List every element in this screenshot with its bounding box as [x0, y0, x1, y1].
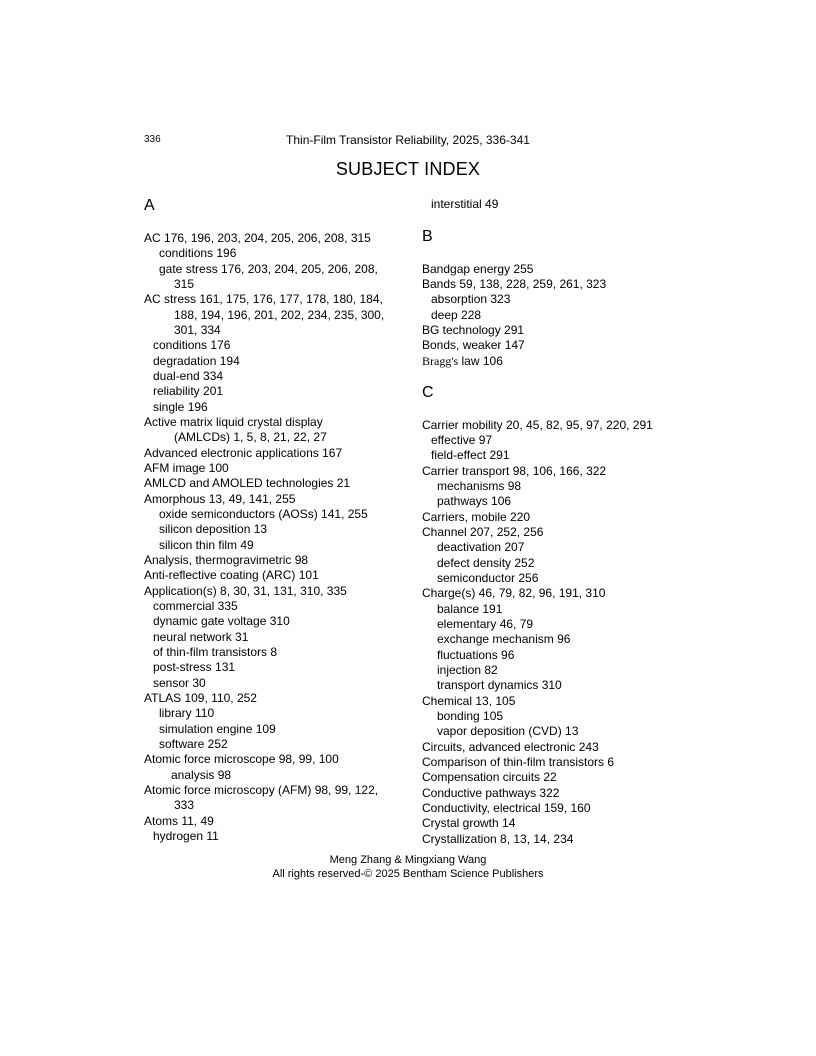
index-entry: AC stress 161, 175, 176, 177, 178, 180, 184,	[144, 292, 383, 306]
index-subentry: of thin-film transistors 8	[153, 645, 278, 659]
index-entry: Crystallization 8, 13, 14, 234	[422, 832, 574, 846]
index-entry: Active matrix liquid crystal display	[144, 415, 323, 429]
index-entry: Compensation circuits 22	[422, 770, 557, 784]
index-entry: Charge(s) 46, 79, 82, 96, 191, 310	[422, 586, 606, 600]
index-entry: Carriers, mobile 220	[422, 510, 531, 524]
footer-authors: Meng Zhang & Mingxiang Wang	[329, 854, 487, 866]
index-subentry: defect density 252	[437, 556, 535, 570]
section-letter-a: A	[144, 197, 155, 214]
index-subentry: commercial 335	[153, 599, 238, 613]
index-subentry: bonding 105	[437, 709, 504, 723]
index-subentry: deactivation 207	[437, 540, 525, 554]
index-entry: Channel 207, 252, 256	[422, 525, 544, 539]
index-entry: Advanced electronic applications 167	[144, 446, 343, 460]
index-entry: AC 176, 196, 203, 204, 205, 206, 208, 315	[144, 231, 371, 245]
index-subentry: silicon deposition 13	[159, 522, 268, 536]
running-head: Thin-Film Transistor Reliability, 2025, 336-341	[286, 133, 530, 147]
index-entry: Bonds, weaker 147	[422, 338, 525, 352]
index-continuation: 333	[174, 798, 195, 812]
index-entry: Bands 59, 138, 228, 259, 261, 323	[422, 277, 607, 291]
index-title: SUBJECT INDEX	[335, 159, 481, 179]
index-subentry: pathways 106	[437, 494, 512, 508]
index-subentry: hydrogen 11	[153, 829, 219, 843]
index-subentry: effective 97	[431, 433, 493, 447]
index-entry	[422, 354, 503, 369]
index-entry: Bandgap energy 255	[422, 262, 534, 276]
index-subentry: analysis 98	[171, 768, 232, 782]
index-entry: BG technology 291	[422, 323, 525, 337]
index-entry: Circuits, advanced electronic 243	[422, 740, 599, 754]
index-continuation: 188, 194, 196, 201, 202, 234, 235, 300,	[174, 308, 385, 322]
index-entry: Conductive pathways 322	[422, 786, 560, 800]
index-entry: Chemical 13, 105	[422, 694, 516, 708]
index-entry: Amorphous 13, 49, 141, 255	[144, 492, 296, 506]
index-subentry: fluctuations 96	[437, 648, 515, 662]
index-subentry: single 196	[153, 400, 208, 414]
index-entry: Comparison of thin-film transistors 6	[422, 755, 615, 769]
index-entry: Atomic force microscopy (AFM) 98, 99, 122,	[144, 783, 379, 797]
index-subentry: oxide semiconductors (AOSs) 141, 255	[159, 507, 368, 521]
index-subentry: absorption 323	[431, 292, 511, 306]
index-entry: AMLCD and AMOLED technologies 21	[144, 476, 351, 490]
index-subentry: dual-end 334	[153, 369, 224, 383]
index-subentry: balance 191	[437, 602, 503, 616]
index-entry: ATLAS 109, 110, 252	[144, 691, 257, 705]
index-subentry: post-stress 131	[153, 660, 236, 674]
index-subentry: interstitial 49	[431, 197, 499, 211]
index-entry-locator: law 106	[461, 354, 503, 368]
index-subentry: dynamic gate voltage 310	[153, 614, 290, 628]
section-letter-c: C	[422, 384, 434, 401]
index-subentry: library 110	[159, 706, 215, 720]
index-entry: Application(s) 8, 30, 31, 131, 310, 335	[144, 584, 347, 598]
index-subentry: neural network 31	[153, 630, 249, 644]
footer-copyright: All rights reserved-© 2025 Bentham Science Publishers	[272, 868, 544, 880]
index-entry: Crystal growth 14	[422, 816, 516, 830]
index-entry: Atoms 11, 49	[144, 814, 214, 828]
index-subentry: conditions 196	[159, 246, 237, 260]
index-entry-term: Bragg's	[422, 354, 459, 368]
index-subentry: degradation 194	[153, 354, 240, 368]
index-subentry: gate stress 176, 203, 204, 205, 206, 208,	[159, 262, 378, 276]
index-entry: Anti-reflective coating (ARC) 101	[144, 568, 319, 582]
index-subentry: elementary 46, 79	[437, 617, 534, 631]
index-subentry: software 252	[159, 737, 228, 751]
index-entry: Carrier mobility 20, 45, 82, 95, 97, 220, 291	[422, 418, 653, 432]
index-subentry: silicon thin film 49	[159, 538, 254, 552]
index-continuation: 315	[174, 277, 195, 291]
index-subentry: conditions 176	[153, 338, 231, 352]
index-entry: Analysis, thermogravimetric 98	[144, 553, 309, 567]
index-subentry: deep 228	[431, 308, 482, 322]
section-letter-b: B	[422, 228, 433, 245]
index-entry: Conductivity, electrical 159, 160	[422, 801, 591, 815]
index-continuation: (AMLCDs) 1, 5, 8, 21, 22, 27	[174, 430, 327, 444]
page-number: 336	[144, 134, 161, 145]
index-subentry: vapor deposition (CVD) 13	[437, 724, 579, 738]
index-continuation: 301, 334	[174, 323, 221, 337]
index-subentry: sensor 30	[153, 676, 206, 690]
index-entry: AFM image 100	[144, 461, 229, 475]
index-subentry: injection 82	[437, 663, 498, 677]
index-subentry: semiconductor 256	[437, 571, 539, 585]
index-subentry: exchange mechanism 96	[437, 632, 571, 646]
index-subentry: field-effect 291	[431, 448, 510, 462]
index-subentry: reliability 201	[153, 384, 224, 398]
index-subentry: mechanisms 98	[437, 479, 522, 493]
index-entry: Carrier transport 98, 106, 166, 322	[422, 464, 607, 478]
index-subentry: transport dynamics 310	[437, 678, 562, 692]
index-entry: Atomic force microscope 98, 99, 100	[144, 752, 339, 766]
index-subentry: simulation engine 109	[159, 722, 276, 736]
